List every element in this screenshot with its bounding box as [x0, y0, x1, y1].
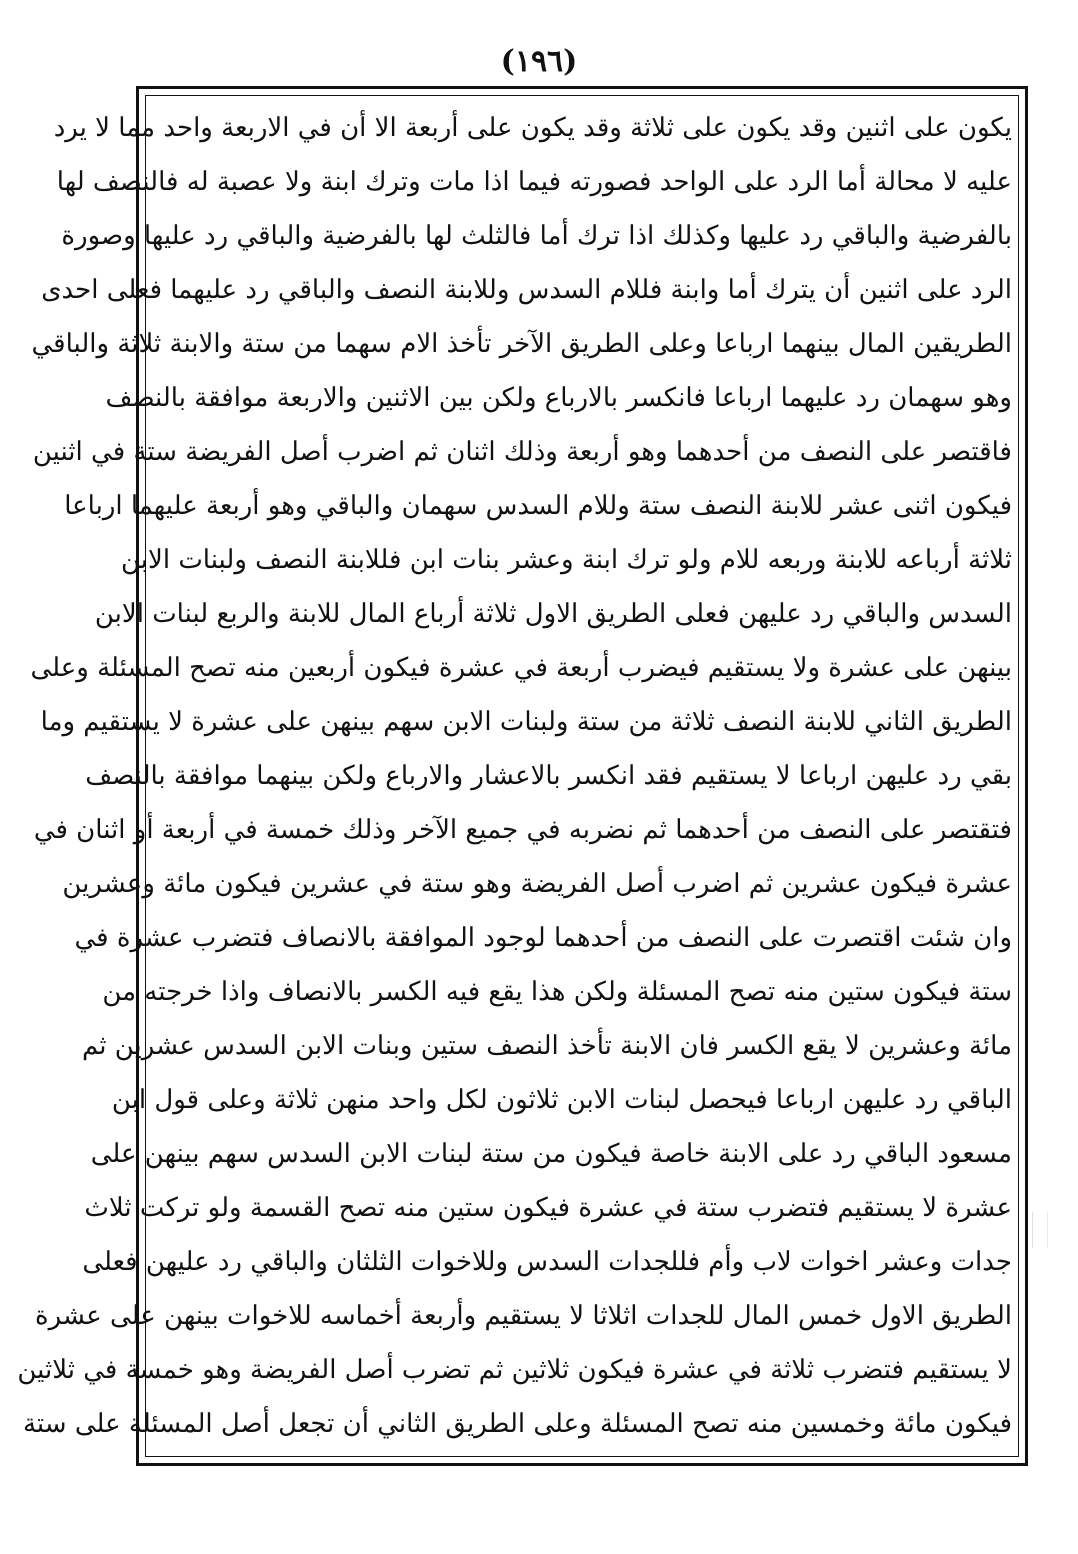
text-line-11: بينهن على عشرة ولا يستقيم فيضرب أربعة في عشرة فيكون أربعين منه تصح المسئلة وعلى [30, 653, 1012, 683]
text-line-6: وهو سهمان رد عليهما ارباعا فانكسر بالارباع ولكن بين الاثنين والاربعة موافقة بالنصف [105, 383, 1012, 413]
text-line-3: بالفرضية والباقي رد عليها وكذلك اذا ترك أما فالثلث لها بالفرضية والباقي رد عليها وصورة [61, 221, 1012, 251]
text-line-19: الباقي رد عليهن ارباعا فيحصل لبنات الابن ثلاثون لكل واحد منهن ثلاثة وعلى قول ابن [111, 1085, 1012, 1115]
text-line-7: فاقتصر على النصف من أحدهما وهو أربعة وذلك اثنان ثم اضرب أصل الفريضة ستة في اثنين [32, 437, 1012, 467]
text-line-2: عليه لا محالة أما الرد على الواحد فصورته فيما اذا مات وترك ابنة ولا عصبة له فالنصف لها [56, 167, 1012, 197]
scan-artifact [1032, 1212, 1048, 1248]
text-line-17: ستة فيكون ستين منه تصح المسئلة ولكن هذا يقع فيه الكسر بالانصاف واذا خرجته من [102, 977, 1012, 1007]
text-line-13: بقي رد عليهن ارباعا لا يستقيم فقد انكسر بالاعشار والارباع ولكن بينهما موافقة بالنصف [85, 761, 1012, 791]
text-line-22: جدات وعشر اخوات لاب وأم فللجدات السدس وللاخوات الثلثان والباقي رد عليهن فعلى [82, 1247, 1012, 1277]
text-line-24: لا يستقيم فتضرب ثلاثة في عشرة فيكون ثلاثين ثم تضرب أصل الفريضة وهو خمسة في ثلاثين [17, 1355, 1012, 1385]
text-line-5: الطريقين المال بينهما ارباعا وعلى الطريق الآخر تأخذ الام سهما من ستة والابنة ثلاثة والباقي [31, 329, 1012, 359]
text-line-10: السدس والباقي رد عليهن فعلى الطريق الاول ثلاثة أرباع المال للابنة والربع لبنات الابن [94, 599, 1012, 629]
text-line-9: ثلاثة أرباعه للابنة وربعه للام ولو ترك ابنة وعشر بنات ابن فللابنة النصف ولبنات الابن [120, 545, 1012, 575]
text-line-18: مائة وعشرين لا يقع الكسر فان الابنة تأخذ النصف ستين وبنات الابن السدس عشرين ثم [81, 1031, 1012, 1061]
text-line-12: الطريق الثاني للابنة النصف ثلاثة من ستة ولبنات الابن سهم بينهن على عشرة لا يستقيم وما [40, 707, 1012, 737]
text-line-20: مسعود الباقي رد على الابنة خاصة فيكون من ستة لبنات الابن السدس سهم بينهن على [90, 1139, 1012, 1169]
text-line-16: وان شئت اقتصرت على النصف من أحدهما لوجود الموافقة بالانصاف فتضرب عشرة في [74, 923, 1012, 953]
text-line-4: الرد على اثنين أن يترك أما وابنة فللام السدس وللابنة النصف والباقي رد عليهما فعلى احدى [41, 275, 1012, 305]
text-line-21: عشرة لا يستقيم فتضرب ستة في عشرة فيكون ستين منه تصح القسمة ولو تركت ثلاث [84, 1193, 1012, 1223]
text-line-23: الطريق الاول خمس المال للجدات اثلاثا لا يستقيم وأربعة أخماسه للاخوات بينهن على عشرة [35, 1301, 1012, 1331]
text-line-25: فيكون مائة وخمسين منه تصح المسئلة وعلى الطريق الثاني أن تجعل أصل المسئلة على ستة [22, 1409, 1012, 1439]
text-line-8: فيكون اثنى عشر للابنة النصف ستة وللام السدس سهمان والباقي وهو أربعة عليهما ارباعا [64, 491, 1012, 521]
text-line-14: فتقتصر على النصف من أحدهما ثم نضربه في جميع الآخر وذلك خمسة في أربعة أو اثنان في [33, 815, 1012, 845]
text-line-15: عشرة فيكون عشرين ثم اضرب أصل الفريضة وهو ستة في عشرين فيكون مائة وعشرين [62, 869, 1012, 899]
text-body [17, 100, 1016, 1452]
page-number: (١٩٦) [500, 44, 578, 79]
text-line-1: يكون على اثنين وقد يكون على ثلاثة وقد يكون على أربعة الا أن في الاربعة واحد مما لا يرد [53, 113, 1012, 143]
